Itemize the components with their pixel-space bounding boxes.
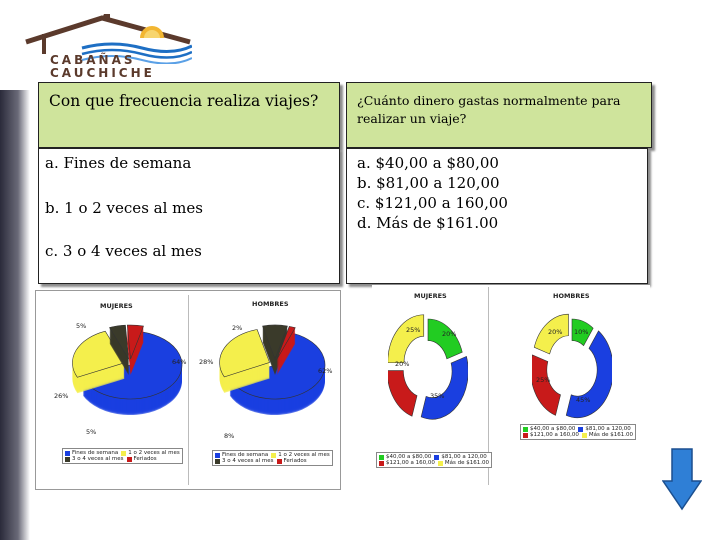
chart3-label-3: 20% bbox=[395, 360, 410, 368]
chart3-title: MUJERES bbox=[414, 292, 447, 300]
chart4-legend-2: $81,00 a 120,00 bbox=[585, 426, 631, 432]
c3-slice-$40,00 a $80,00 bbox=[428, 319, 462, 359]
chart1-legend bbox=[62, 448, 183, 464]
answers-money-box bbox=[346, 148, 648, 284]
chart1-label-4: 5% bbox=[86, 428, 97, 436]
chart4-legend bbox=[520, 424, 636, 440]
chart1-legend-2: 1 o 2 veces al mes bbox=[128, 450, 180, 456]
c3-slice-Más de $161.00 bbox=[388, 315, 424, 363]
chart1-label-2: 26% bbox=[54, 392, 69, 400]
chart2-label-1: 62% bbox=[318, 367, 333, 375]
chart4-label-3: 25% bbox=[536, 376, 551, 384]
c4-slice-$81,00 a 120,00 bbox=[566, 331, 612, 418]
answer-money-d: d. Más de $161.00 bbox=[357, 214, 499, 232]
chart4-legend-1: $40,00 a $80,00 bbox=[530, 426, 576, 432]
chart4-legend-3: $121,00 a 160,00 bbox=[530, 432, 579, 438]
answers-frequency-box bbox=[38, 148, 340, 284]
chart4-legend-4: Más de $161.00 bbox=[588, 432, 633, 438]
question-frequency-box bbox=[38, 82, 340, 148]
left-margin-strip bbox=[0, 88, 30, 540]
chart1-pie bbox=[40, 310, 190, 440]
chart3-legend-3: $121,00 a 160,00 bbox=[386, 460, 435, 466]
chart1-legend-4: Feriados bbox=[133, 456, 157, 462]
chart3-legend-4: Más de $161.00 bbox=[444, 460, 489, 466]
chart2-label-2: 28% bbox=[199, 358, 214, 366]
chart3-label-2: 35% bbox=[430, 392, 445, 400]
chart2-title: HOMBRES bbox=[252, 300, 289, 308]
question-frequency-text: Con que frecuencia realiza viajes? bbox=[49, 92, 319, 110]
chart2-legend bbox=[212, 450, 333, 466]
c4-slice-$121,00 a 160,00 bbox=[532, 355, 561, 415]
chart3-label-4: 25% bbox=[406, 326, 421, 334]
chart1-title: MUJERES bbox=[100, 302, 133, 310]
chart1-legend-1: Fines de semana bbox=[72, 450, 119, 456]
chart2-legend-3: 3 o 4 veces al mes bbox=[222, 458, 274, 464]
chart4-title: HOMBRES bbox=[553, 292, 590, 300]
chart4-label-2: 45% bbox=[576, 396, 591, 404]
chart2-legend-1: Fines de semana bbox=[222, 452, 269, 458]
c3-slice-$121,00 a 160,00 bbox=[388, 371, 417, 417]
sun-logo-icon bbox=[138, 24, 168, 40]
answer-option-a: a. Fines de semana bbox=[45, 154, 192, 172]
chart3-label-1: 20% bbox=[442, 330, 457, 338]
chart3-legend-2: $81,00 a 120,00 bbox=[441, 454, 487, 460]
answer-money-c: c. $121,00 a 160,00 bbox=[357, 194, 508, 212]
cabanas-cauchiche-logo bbox=[0, 0, 214, 90]
logo-line-1: CABAÑAS bbox=[50, 53, 136, 67]
chart4-label-1: 10% bbox=[574, 328, 589, 336]
answer-money-a: a. $40,00 a $80,00 bbox=[357, 154, 499, 172]
chart2-legend-2: 1 o 2 veces al mes bbox=[278, 452, 330, 458]
chart2-legend-4: Feriados bbox=[283, 458, 307, 464]
chart2-label-3: 8% bbox=[224, 432, 235, 440]
answer-option-b: b. 1 o 2 veces al mes bbox=[45, 199, 203, 217]
arrow-down-icon[interactable] bbox=[662, 447, 702, 511]
question-money-box bbox=[346, 82, 652, 148]
chart3-legend bbox=[376, 452, 492, 468]
logo-text bbox=[50, 54, 155, 80]
answer-money-b: b. $81,00 a 120,00 bbox=[357, 174, 500, 192]
chart2-label-4: 2% bbox=[232, 324, 243, 332]
chart1-legend-3: 3 o 4 veces al mes bbox=[72, 456, 124, 462]
chart4-donut bbox=[532, 312, 612, 422]
question-money-text: ¿Cuánto dinero gastas normalmente para realizar un viaje? bbox=[357, 93, 621, 126]
chart3-legend-1: $40,00 a $80,00 bbox=[386, 454, 432, 460]
answer-option-c: c. 3 o 4 veces al mes bbox=[45, 242, 202, 260]
chart2-pie bbox=[195, 310, 341, 440]
logo-line-2: CAUCHICHE bbox=[50, 66, 155, 80]
c3-slice-$81,00 a 120,00 bbox=[421, 356, 468, 419]
chart1-label-1: 64% bbox=[172, 358, 187, 366]
chart4-label-4: 20% bbox=[548, 328, 563, 336]
chart1-label-3: 5% bbox=[76, 322, 87, 330]
